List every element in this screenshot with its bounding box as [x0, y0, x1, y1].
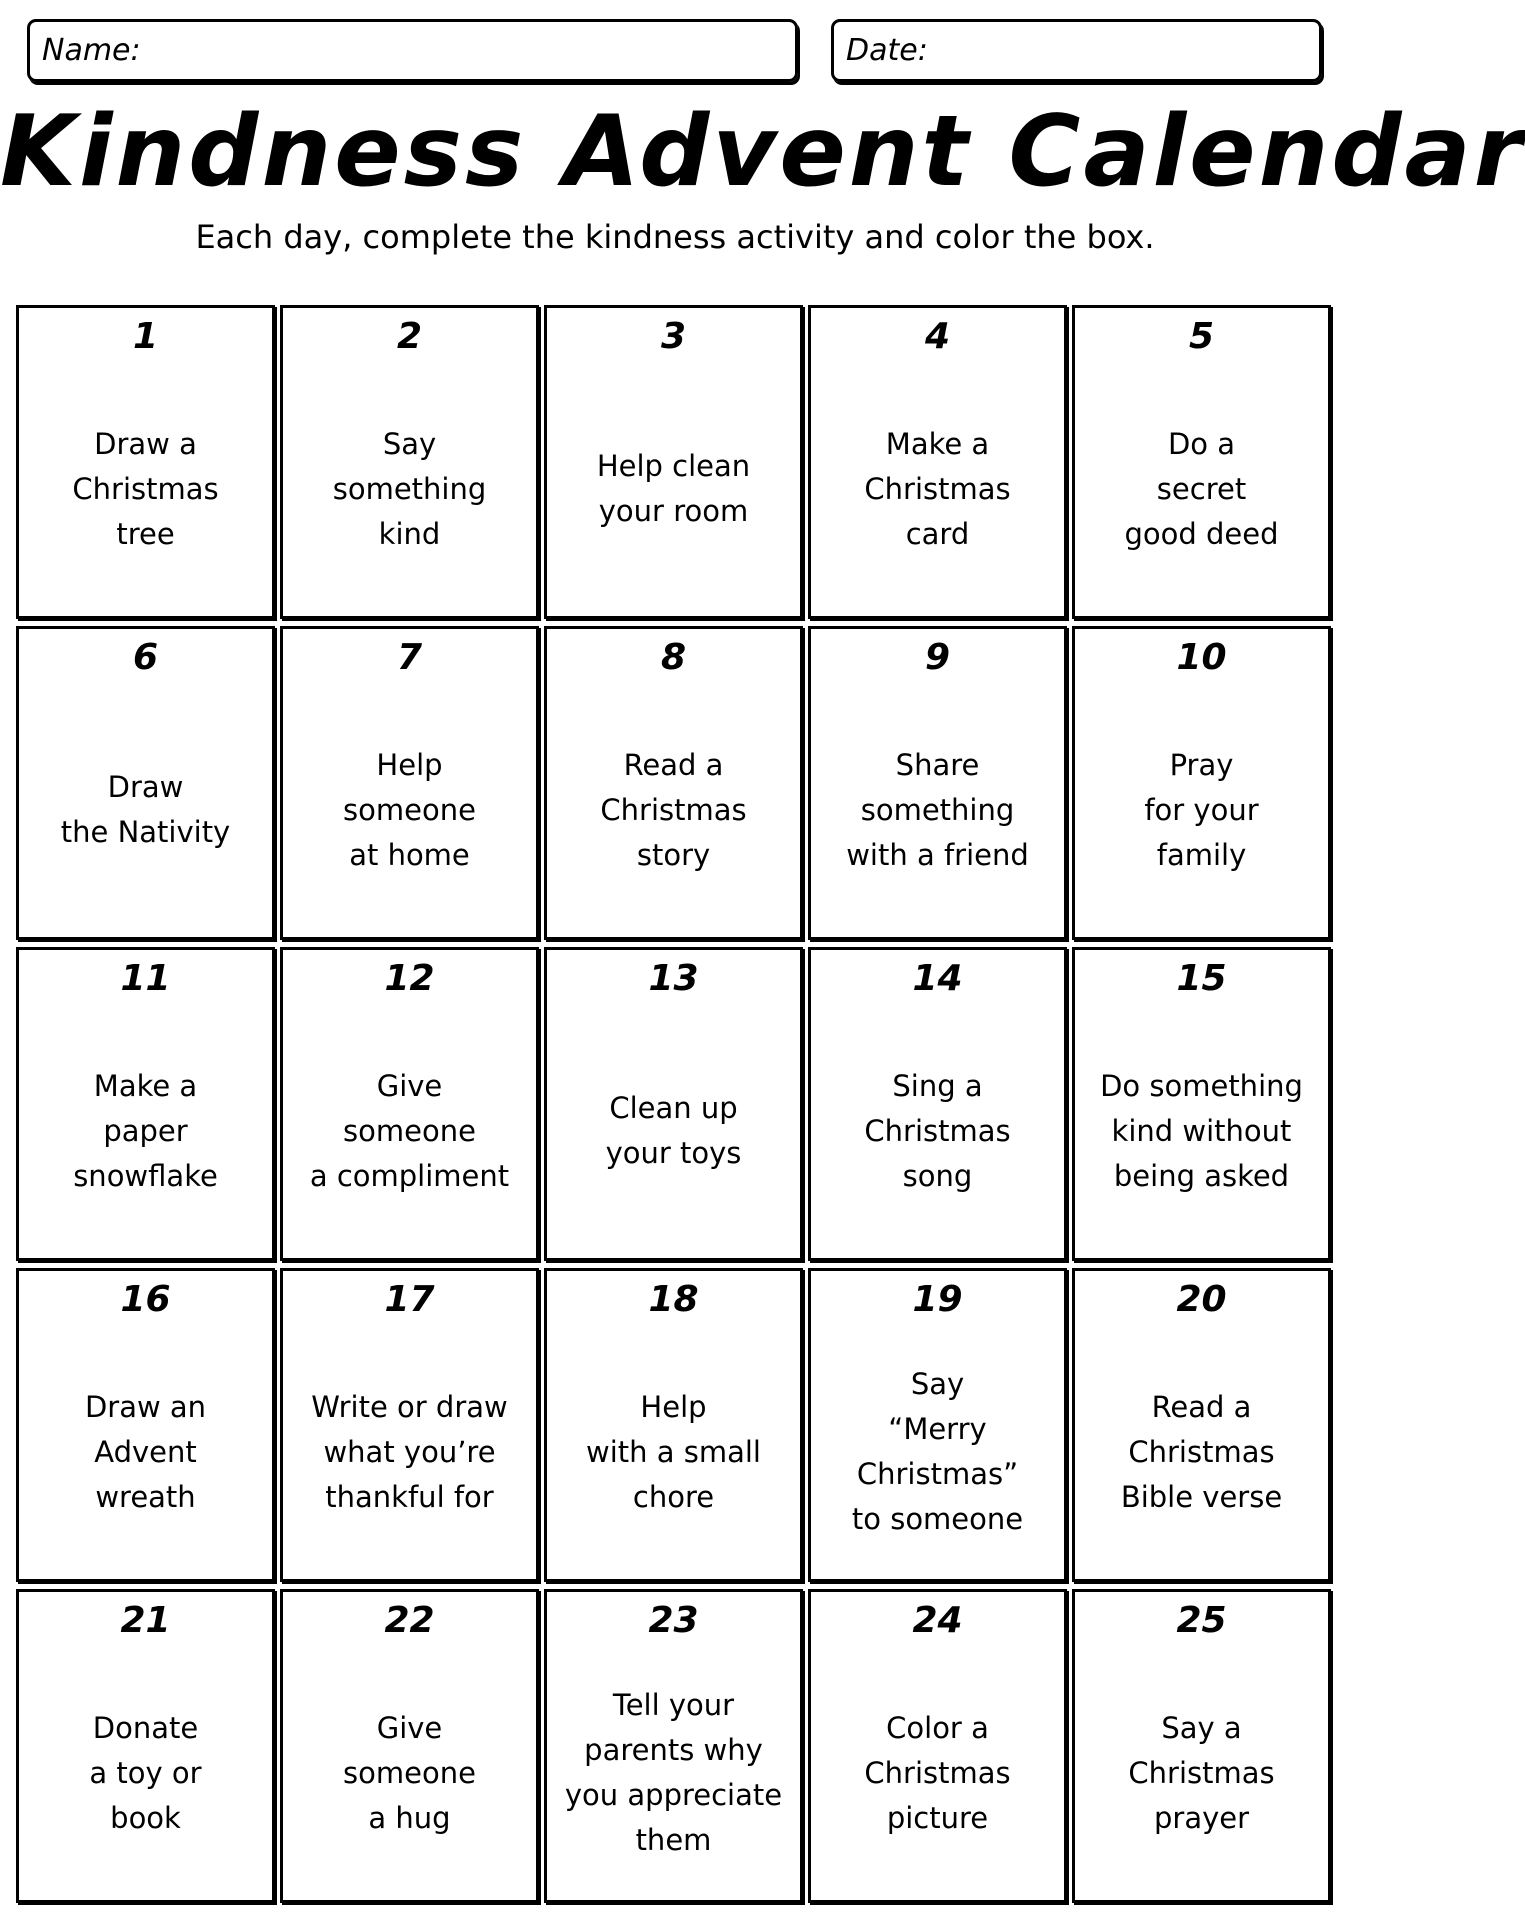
day-activity: Draw a Christmas tree: [72, 426, 219, 551]
day-number: 7: [396, 637, 423, 678]
day-activity: Make a Christmas card: [864, 426, 1011, 551]
day-number: 11: [120, 958, 171, 999]
day-activity: Say a Christmas prayer: [1128, 1710, 1275, 1835]
day-number: 17: [384, 1279, 435, 1320]
day-activity: Donate a toy or book: [89, 1710, 202, 1835]
day-box[interactable]: [1072, 1589, 1331, 1903]
day-activity: Give someone a compliment: [309, 1068, 510, 1193]
name-label: Name:: [42, 33, 141, 68]
day-number: 25: [1176, 1600, 1227, 1641]
day-number: 13: [648, 958, 699, 999]
day-number: 10: [1176, 637, 1227, 678]
day-number: 18: [648, 1279, 699, 1320]
day-number: 23: [648, 1600, 699, 1641]
day-activity: Read a Christmas Bible verse: [1120, 1389, 1283, 1514]
day-number: 22: [384, 1600, 435, 1641]
day-box[interactable]: [808, 626, 1067, 940]
day-box[interactable]: [544, 1589, 803, 1903]
day-activity: Share something with a friend: [846, 747, 1029, 872]
day-activity: Color a Christmas picture: [864, 1710, 1011, 1835]
day-activity: Draw an Advent wreath: [84, 1389, 207, 1514]
day-number: 1: [132, 316, 159, 357]
date-label: Date:: [846, 33, 928, 68]
day-box[interactable]: [808, 1268, 1067, 1582]
day-activity: Pray for your family: [1144, 747, 1259, 872]
day-box[interactable]: [808, 305, 1067, 619]
day-box[interactable]: [280, 626, 539, 940]
day-activity: Say something kind: [332, 426, 487, 551]
day-box[interactable]: [1072, 305, 1331, 619]
day-box[interactable]: [544, 947, 803, 1261]
day-activity: Give someone a hug: [343, 1710, 476, 1835]
day-number: 9: [924, 637, 951, 678]
day-box[interactable]: [544, 305, 803, 619]
day-number: 20: [1176, 1279, 1227, 1320]
day-box[interactable]: [280, 305, 539, 619]
day-box[interactable]: [544, 1268, 803, 1582]
day-box[interactable]: [544, 626, 803, 940]
day-activity: Do something kind without being asked: [1100, 1068, 1303, 1193]
page-title: Kindness Advent Calendar: [0, 95, 1525, 209]
day-box[interactable]: [16, 626, 275, 940]
day-activity: Make a paper snowflake: [73, 1068, 218, 1193]
day-number: 16: [120, 1279, 171, 1320]
day-activity: Write or draw what you’re thankful for: [311, 1389, 508, 1514]
day-box[interactable]: [808, 1589, 1067, 1903]
day-number: 5: [1188, 316, 1215, 357]
advent-calendar-grid: [16, 305, 1334, 1905]
day-box[interactable]: [16, 1589, 275, 1903]
day-activity: Clean up your toys: [605, 1091, 742, 1170]
day-activity: Read a Christmas story: [600, 747, 747, 872]
day-number: 8: [660, 637, 687, 678]
day-number: 14: [912, 958, 963, 999]
day-box[interactable]: [16, 947, 275, 1261]
day-number: 19: [912, 1279, 963, 1320]
day-number: 24: [912, 1600, 963, 1641]
day-activity: Sing a Christmas song: [864, 1068, 1011, 1193]
day-activity: Tell your parents why you appreciate them: [564, 1688, 783, 1857]
day-box[interactable]: [280, 1268, 539, 1582]
day-number: 2: [396, 316, 423, 357]
day-activity: Help someone at home: [343, 747, 476, 872]
day-number: 15: [1176, 958, 1227, 999]
day-box[interactable]: [1072, 1268, 1331, 1582]
day-activity: Help with a small chore: [586, 1389, 761, 1514]
day-number: 3: [660, 316, 687, 357]
day-activity: Say “Merry Christmas” to someone: [851, 1367, 1024, 1536]
day-activity: Draw the Nativity: [60, 770, 231, 849]
day-box[interactable]: [808, 947, 1067, 1261]
day-box[interactable]: [1072, 947, 1331, 1261]
day-activity: Do a secret good deed: [1124, 426, 1279, 551]
day-activity: Help clean your room: [596, 449, 751, 528]
date-field[interactable]: [831, 19, 1322, 82]
name-field[interactable]: [27, 19, 798, 82]
day-box[interactable]: [1072, 626, 1331, 940]
day-box[interactable]: [16, 305, 275, 619]
day-number: 21: [120, 1600, 171, 1641]
day-number: 12: [384, 958, 435, 999]
day-number: 6: [132, 637, 159, 678]
day-box[interactable]: [280, 947, 539, 1261]
instructions: Each day, complete the kindness activity and color the box.: [195, 218, 1155, 256]
day-box[interactable]: [280, 1589, 539, 1903]
day-box[interactable]: [16, 1268, 275, 1582]
day-number: 4: [924, 316, 951, 357]
